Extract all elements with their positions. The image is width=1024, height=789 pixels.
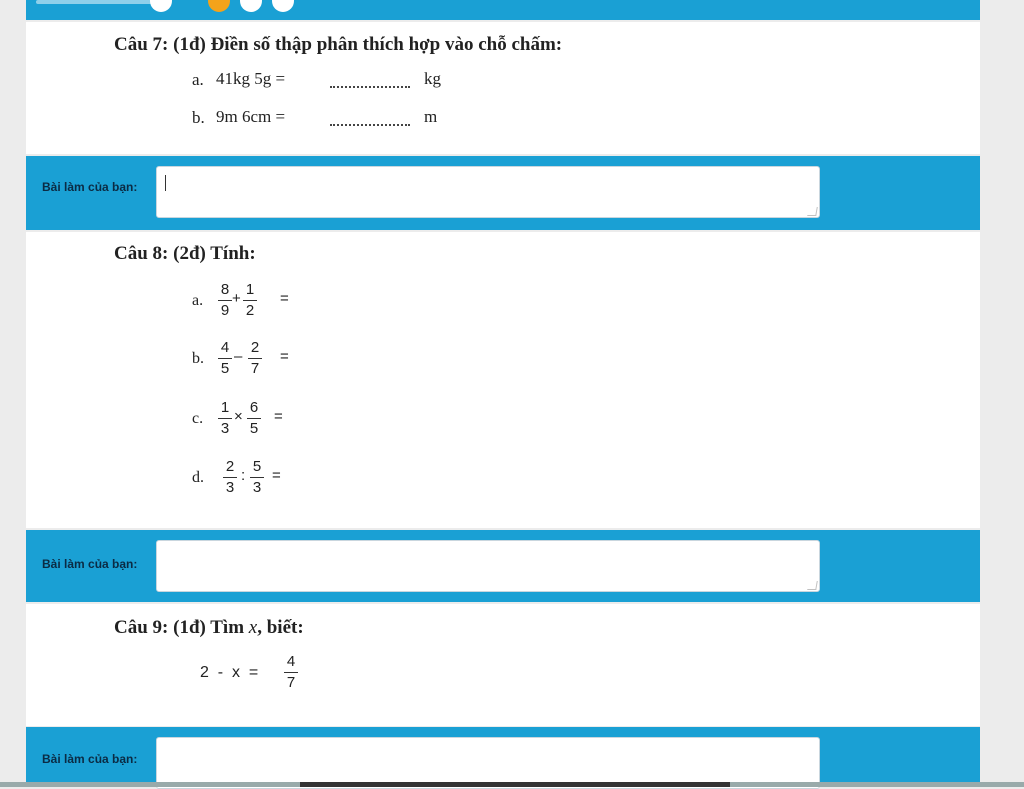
question-9-title: Câu 9: (1đ) Tìm x, biết: — [114, 617, 304, 638]
question-nav-dot-current[interactable] — [208, 0, 230, 12]
q7-item-b-label: b. — [192, 108, 205, 127]
top-bar-text-fragment — [36, 0, 156, 4]
q9-equation-lhs: 2 - x = — [200, 664, 259, 681]
q8-c-fraction-2: 6 5 — [246, 399, 262, 438]
question-7-title: Câu 7: (1đ) Điền số thập phân thích hợp vào chỗ chấm: — [114, 34, 563, 55]
q7-item-a-blank — [330, 86, 410, 88]
q8-c-fraction-1: 1 3 — [217, 399, 233, 438]
horizontal-scrollbar[interactable] — [0, 782, 1024, 787]
q8-item-b-label: b. — [192, 350, 204, 367]
q7-item-a-unit: kg — [424, 69, 441, 88]
q8-a-equals: = — [280, 290, 289, 307]
answer-panel-q7 — [26, 156, 980, 230]
question-nav-dot[interactable] — [272, 0, 294, 12]
question-nav-dot[interactable] — [240, 0, 262, 12]
answer-label: Bài làm của bạn: — [42, 752, 138, 766]
q8-d-fraction-2: 5 3 — [249, 458, 265, 497]
q8-a-operator: + — [232, 290, 241, 307]
answer-panel-q8 — [26, 530, 980, 602]
question-nav-dot[interactable] — [150, 0, 172, 12]
q7-item-a-label: a. — [192, 70, 204, 89]
answer-label: Bài làm của bạn: — [42, 557, 138, 571]
scrollbar-thumb[interactable] — [300, 782, 730, 787]
question-8-card — [26, 232, 980, 528]
q8-c-equals: = — [274, 408, 283, 425]
answer-textarea-q8[interactable] — [156, 540, 820, 592]
q8-a-fraction-1: 8 9 — [217, 281, 233, 320]
answer-textarea-q7[interactable] — [156, 166, 820, 218]
q7-item-b-expression: 9m 6cm = — [216, 107, 286, 126]
q7-item-b-unit: m — [424, 107, 438, 126]
answer-label: Bài làm của bạn: — [42, 180, 138, 194]
top-navigation-bar — [26, 0, 980, 20]
resize-handle-icon[interactable] — [807, 207, 818, 216]
q8-b-operator: – — [234, 348, 243, 365]
q8-item-d-label: d. — [192, 469, 204, 486]
q8-a-fraction-2: 1 2 — [242, 281, 258, 320]
text-caret — [165, 175, 166, 191]
q8-b-equals: = — [280, 348, 289, 365]
q7-item-b-blank — [330, 124, 410, 126]
q8-c-operator: × — [234, 408, 243, 425]
q8-d-operator: : — [241, 467, 246, 484]
resize-handle-icon[interactable] — [807, 581, 818, 590]
q8-item-c-label: c. — [192, 410, 204, 427]
q8-d-equals: = — [272, 467, 281, 484]
q8-d-fraction-1: 2 3 — [222, 458, 238, 497]
q9-fraction: 4 7 — [283, 653, 299, 692]
q8-item-a-label: a. — [192, 292, 204, 309]
question-8-title: Câu 8: (2đ) Tính: — [114, 243, 256, 264]
q8-b-fraction-1: 4 5 — [217, 339, 233, 378]
q7-item-a-expression: 41kg 5g = — [216, 69, 286, 88]
answer-panel-q9 — [26, 727, 980, 782]
q8-b-fraction-2: 2 7 — [247, 339, 263, 378]
